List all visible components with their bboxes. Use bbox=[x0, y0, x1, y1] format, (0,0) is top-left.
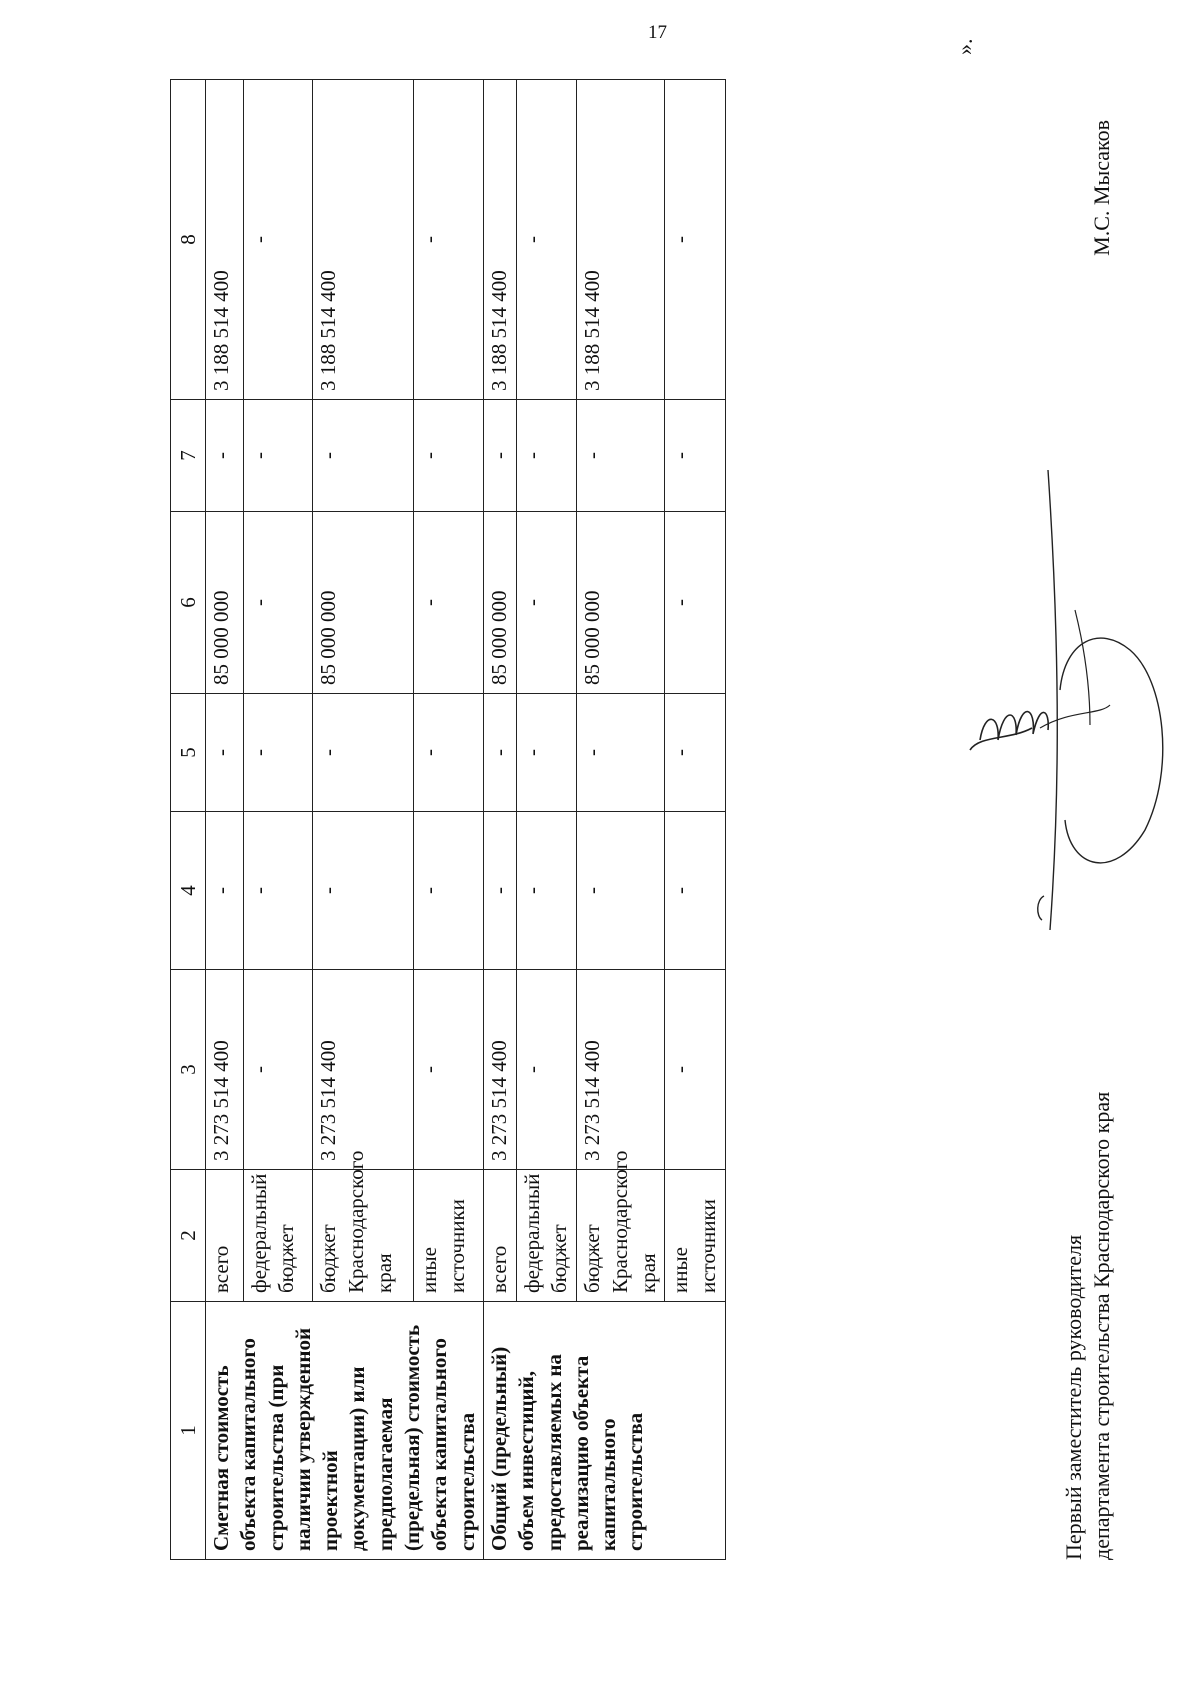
rotated-page-content bbox=[170, 38, 1114, 1560]
value-cell: 85 000 000 bbox=[483, 512, 516, 694]
funding-source: иные источники bbox=[665, 1170, 725, 1302]
funding-source: всего bbox=[483, 1170, 516, 1302]
value-cell: - bbox=[483, 694, 516, 812]
value-cell: - bbox=[206, 694, 244, 812]
value-cell: - bbox=[243, 812, 312, 970]
column-header: 6 bbox=[171, 512, 206, 694]
column-header: 7 bbox=[171, 400, 206, 512]
column-header: 4 bbox=[171, 812, 206, 970]
closing-quote: ». bbox=[952, 38, 977, 55]
value-cell: - bbox=[414, 512, 484, 694]
value-cell: 3 188 514 400 bbox=[313, 80, 414, 400]
value-cell: - bbox=[516, 400, 576, 512]
value-cell: - bbox=[665, 812, 725, 970]
signer-title-line2: департамента строительства Краснодарского края bbox=[1088, 1091, 1114, 1560]
table-row bbox=[206, 80, 244, 1560]
value-cell: - bbox=[414, 400, 484, 512]
value-cell: - bbox=[313, 400, 414, 512]
value-cell: 85 000 000 bbox=[206, 512, 244, 694]
page-number: 17 bbox=[648, 22, 667, 43]
value-cell: - bbox=[665, 694, 725, 812]
funding-source: федеральный бюджет bbox=[516, 1170, 576, 1302]
value-cell: 85 000 000 bbox=[313, 512, 414, 694]
value-cell: - bbox=[665, 80, 725, 400]
value-cell: - bbox=[577, 694, 665, 812]
signer-name: М.С. Мысаков bbox=[1088, 120, 1114, 256]
value-cell: 3 188 514 400 bbox=[206, 80, 244, 400]
header-row bbox=[171, 80, 206, 1560]
value-cell: - bbox=[483, 400, 516, 512]
column-header: 2 bbox=[171, 1170, 206, 1302]
value-cell: - bbox=[414, 812, 484, 970]
value-cell: - bbox=[665, 400, 725, 512]
funding-source: бюджет Краснодарского края bbox=[313, 1170, 414, 1302]
handwritten-signature-icon bbox=[940, 460, 1170, 940]
group-label-total-investment: Общий (предельный) объем инвестиций, предоставляемых на реализацию объекта капитального строительства bbox=[483, 1302, 725, 1560]
table-row bbox=[483, 80, 516, 1560]
value-cell: - bbox=[414, 970, 484, 1170]
value-cell: - bbox=[414, 80, 484, 400]
value-cell: - bbox=[243, 512, 312, 694]
column-header: 8 bbox=[171, 80, 206, 400]
value-cell: 3 273 514 400 bbox=[206, 970, 244, 1170]
value-cell: - bbox=[243, 694, 312, 812]
value-cell: 3 273 514 400 bbox=[577, 970, 665, 1170]
value-cell: - bbox=[516, 970, 576, 1170]
column-header: 1 bbox=[171, 1302, 206, 1560]
value-cell: 3 273 514 400 bbox=[313, 970, 414, 1170]
value-cell: - bbox=[516, 80, 576, 400]
value-cell: - bbox=[243, 80, 312, 400]
value-cell: 3 188 514 400 bbox=[577, 80, 665, 400]
value-cell: - bbox=[313, 694, 414, 812]
value-cell: - bbox=[243, 400, 312, 512]
value-cell: - bbox=[206, 812, 244, 970]
funding-source: иные источники bbox=[414, 1170, 484, 1302]
value-cell: - bbox=[206, 400, 244, 512]
value-cell: - bbox=[665, 970, 725, 1170]
signature-block bbox=[1060, 80, 1115, 1560]
value-cell: 3 273 514 400 bbox=[483, 970, 516, 1170]
value-cell: - bbox=[414, 694, 484, 812]
value-cell: 3 188 514 400 bbox=[483, 80, 516, 400]
budget-table bbox=[170, 79, 726, 1560]
funding-source: всего bbox=[206, 1170, 244, 1302]
column-header: 5 bbox=[171, 694, 206, 812]
funding-source: бюджет Краснодарского края bbox=[577, 1170, 665, 1302]
value-cell: 85 000 000 bbox=[577, 512, 665, 694]
value-cell: - bbox=[665, 512, 725, 694]
value-cell: - bbox=[577, 812, 665, 970]
funding-source: федеральный бюджет bbox=[243, 1170, 312, 1302]
value-cell: - bbox=[516, 812, 576, 970]
value-cell: - bbox=[577, 400, 665, 512]
value-cell: - bbox=[313, 812, 414, 970]
column-header: 3 bbox=[171, 970, 206, 1170]
value-cell: - bbox=[516, 694, 576, 812]
value-cell: - bbox=[243, 970, 312, 1170]
value-cell: - bbox=[516, 512, 576, 694]
group-label-estimated-cost: Сметная стоимость объекта капитального строительства (при наличии утвержденной проектной документации) или предполагаемая (предельная) стоимость объекта капитального строительства bbox=[206, 1302, 484, 1560]
signer-title-line1: Первый заместитель руководителя bbox=[1061, 1234, 1086, 1560]
value-cell: - bbox=[483, 812, 516, 970]
